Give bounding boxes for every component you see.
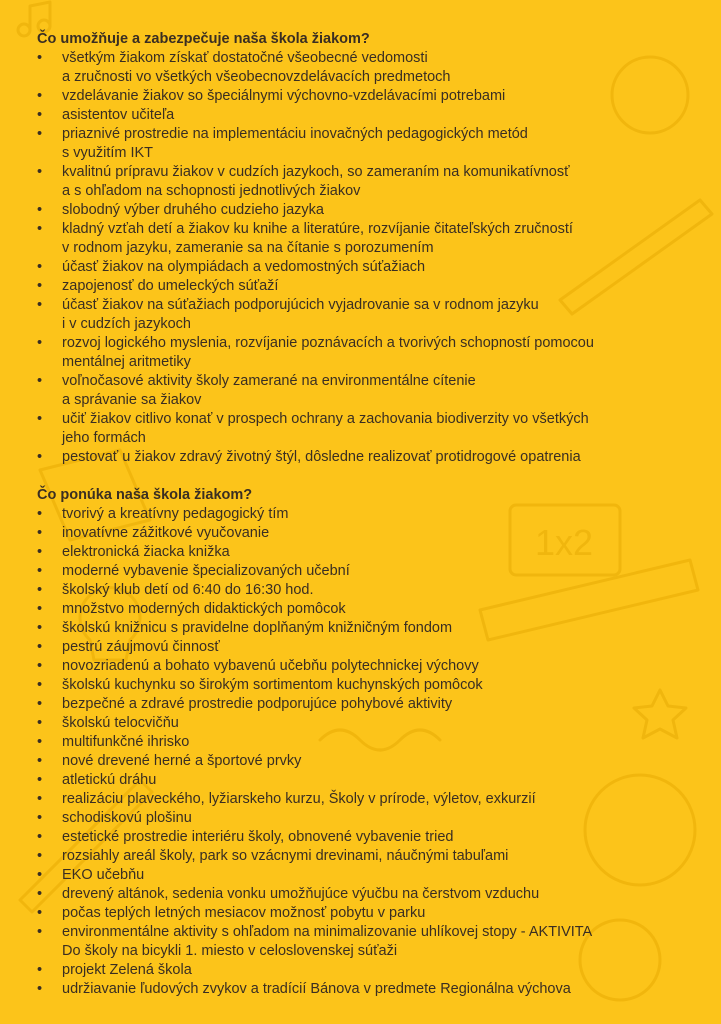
list-item: • environmentálne aktivity s ohľadom na minimalizovanie uhlíkovej stopy - AKTIVITA Do školy na bicykli 1. miesto v celoslovenskej súťaži (37, 923, 677, 961)
section-enables-list (37, 49, 677, 467)
list-item: • inovatívne zážitkové vyučovanie (37, 524, 677, 543)
list-item: • projekt Zelená škola (37, 961, 677, 980)
list-item: • slobodný výber druhého cudzieho jazyka (37, 201, 677, 220)
list-item: • asistentov učiteľa (37, 106, 677, 125)
list-item: • priaznivé prostredie na implementáciu inovačných pedagogických metód s využitím IKT (37, 125, 677, 163)
list-item: • vzdelávanie žiakov so špeciálnymi výchovno-vzdelávacími potrebami (37, 87, 677, 106)
list-item: • elektronická žiacka knižka (37, 543, 677, 562)
list-item: • voľnočasové aktivity školy zamerané na environmentálne cítenie a správanie sa žiakov (37, 372, 677, 410)
list-item: • účasť žiakov na olympiádach a vedomostných súťažiach (37, 258, 677, 277)
list-item: • rozsiahly areál školy, park so vzácnymi drevinami, náučnými tabuľami (37, 847, 677, 866)
list-item: • tvorivý a kreatívny pedagogický tím (37, 505, 677, 524)
list-item: • EKO učebňu (37, 866, 677, 885)
list-item: • bezpečné a zdravé prostredie podporujúce pohybové aktivity (37, 695, 677, 714)
list-item: • realizáciu plaveckého, lyžiarskeho kurzu, Školy v prírode, výletov, exkurzií (37, 790, 677, 809)
content-area (37, 30, 677, 999)
music-note-icon (30, 2, 50, 30)
list-item: • atletickú dráhu (37, 771, 677, 790)
list-item: • estetické prostredie interiéru školy, obnovené vybavenie tried (37, 828, 677, 847)
list-item: • všetkým žiakom získať dostatočné všeobecné vedomosti a zručnosti vo všetkých všeobecnovzdelávacích predmetoch (37, 49, 677, 87)
list-item: • drevený altánok, sedenia vonku umožňujúce výučbu na čerstvom vzduchu (37, 885, 677, 904)
list-item: • novozriadenú a bohato vybavenú učebňu polytechnickej výchovy (37, 657, 677, 676)
list-item: • moderné vybavenie špecializovaných učební (37, 562, 677, 581)
list-item: • pestrú záujmovú činnosť (37, 638, 677, 657)
svg-text:1x2: 1x2 (535, 522, 594, 563)
list-item: • školskú kuchynku so širokým sortimentom kuchynských pomôcok (37, 676, 677, 695)
list-item: • školský klub detí od 6:40 do 16:30 hod. (37, 581, 677, 600)
list-item: • udržiavanie ľudových zvykov a tradícií Bánova v predmete Regionálna výchova (37, 980, 677, 999)
section-offers (37, 486, 677, 999)
list-item: • nové drevené herné a športové prvky (37, 752, 677, 771)
list-item: • účasť žiakov na súťažiach podporujúcich vyjadrovanie sa v rodnom jazyku i v cudzích jazykoch (37, 296, 677, 334)
list-item: • schodiskovú plošinu (37, 809, 677, 828)
list-item: • počas teplých letných mesiacov možnosť pobytu v parku (37, 904, 677, 923)
section-offers-list (37, 505, 677, 999)
list-item: • multifunkčné ihrisko (37, 733, 677, 752)
list-item: • pestovať u žiakov zdravý životný štýl, dôsledne realizovať protidrogové opatrenia (37, 448, 677, 467)
list-item: • kladný vzťah detí a žiakov ku knihe a literatúre, rozvíjanie čitateľských zručností v rodnom jazyku, zameranie sa na čítanie s porozumením (37, 220, 677, 258)
list-item: • školskú knižnicu s pravidelne doplňaným knižničným fondom (37, 619, 677, 638)
section-enables (37, 30, 677, 467)
list-item: • zapojenosť do umeleckých súťaží (37, 277, 677, 296)
list-item: • rozvoj logického myslenia, rozvíjanie poznávacích a tvorivých schopností pomocou mentálnej aritmetiky (37, 334, 677, 372)
section-enables-title: Čo umožňuje a zabezpečuje naša škola žiakom? (37, 31, 370, 47)
list-item: • kvalitnú prípravu žiakov v cudzích jazykoch, so zameraním na komunikatívnosť a s ohľadom na schopnosti jednotlivých žiakov (37, 163, 677, 201)
section-offers-title: Čo ponúka naša škola žiakom? (37, 487, 253, 503)
list-item: • množstvo moderných didaktických pomôcok (37, 600, 677, 619)
list-item: • školskú telocvičňu (37, 714, 677, 733)
list-item: • učiť žiakov citlivo konať v prospech ochrany a zachovania biodiverzity vo všetkých jeho formách (37, 410, 677, 448)
